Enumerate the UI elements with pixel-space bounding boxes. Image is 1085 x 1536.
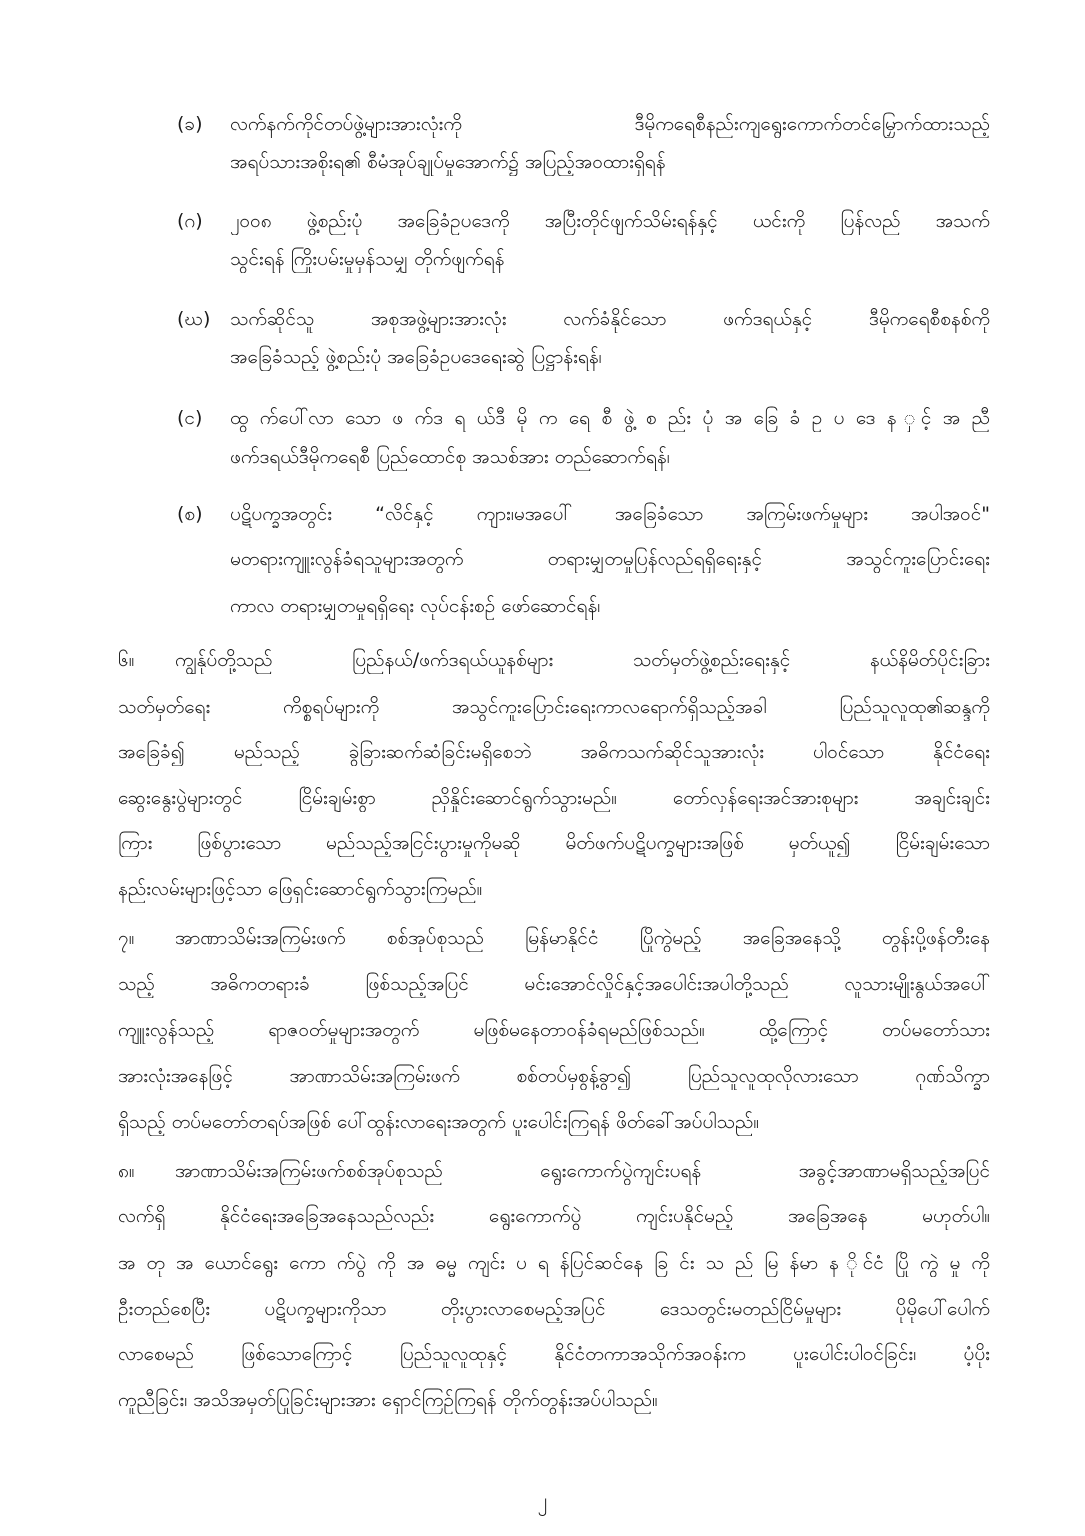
item-line: ၂၀၀၈ ဖွဲ့စည်းပုံ အခြေခံဥပဒေကို အပြီးတိုင်ဖျက်သိမ်းရန်နှင့် ယင်းကို ပြန်လည် အသက် [230, 210, 990, 232]
paragraph-line: အ တု အ ယောင်ရွေး ကော က်ပွဲ ကို အ ဓမ္မ ကျင်း ပ ရ န်ပြင်ဆင်နေ ခြ င်း သ ည် မြ န်မာ န ိုင်ငံ ပြို ကွဲ မှု ကို [118, 1252, 990, 1274]
item-line: မတရားကျူးလွန်ခံရသူများအတွက် တရားမျှတမှုပြန်လည်ရရှိရေးနှင့် အသွင်ကူးပြောင်းရေး [230, 548, 990, 570]
item-number: (ဃ) [177, 308, 211, 330]
item-line: သွင်းရန် ကြိုးပမ်းမှုမှန်သမျှ တိုက်ဖျက်ရန် [230, 248, 505, 270]
paragraph-line: ကျွန်ုပ်တို့သည် ပြည်နယ်/ဖက်ဒရယ်ယူနစ်များ သတ်မှတ်ဖွဲ့စည်းရေးနှင့် နယ်နိမိတ်ပိုင်းခြား [175, 649, 990, 671]
paragraph-number: ၇။ [118, 927, 135, 949]
paragraph-line: အားလုံးအနေဖြင့် အာဏာသိမ်းအကြမ်းဖက် စစ်တပ်မှစွန့်ခွာ၍ ပြည်သူလူထုလိုလားသော ဂုဏ်သိက္ခာ [118, 1065, 990, 1087]
item-line: သက်ဆိုင်သူ အစုအဖွဲ့များအားလုံး လက်ခံနိုင်သော ဖက်ဒရယ်နှင့် ဒီမိုကရေစီစနစ်ကို [230, 308, 990, 330]
paragraph-line: ကူညီခြင်း၊ အသိအမှတ်ပြုခြင်းများအား ရှောင်ကြဉ်ကြရန် တိုက်တွန်းအပ်ပါသည်။ [118, 1389, 658, 1411]
item-number: (ခ) [177, 113, 203, 135]
item-line: ထွ က်ပေါ်လာ သော ဖ က်ဒ ရ ယ်ဒီ မို က ရေ စီ ဖွဲ့ စ ည်း ပုံ အ ခြေ ခံ ဥ ပ ဒေ န ှင့် အ ညီ [230, 407, 990, 429]
paragraph-line: လက်ရှိ နိုင်ငံရေးအခြေအနေသည်လည်း ရွေးကောက်ပွဲ ကျင်းပနိုင်မည့် အခြေအနေ မဟုတ်ပါ။ [118, 1205, 990, 1227]
paragraph-number: ၈။ [118, 1160, 135, 1182]
paragraph-line: လာစေမည် ဖြစ်သောကြောင့် ပြည်သူလူထုနှင့် နိုင်ငံတကာအသိုက်အဝန်းက ပူးပေါင်းပါဝင်ခြင်း၊ ပံ့ပိုး [118, 1343, 990, 1365]
paragraph-line: ကြား ဖြစ်ပွားသော မည်သည့်အငြင်းပွားမှုကိုမဆို မိတ်ဖက်ပဋိပက္ခများအဖြစ် မှတ်ယူ၍ ငြိမ်းချမ်းသော [118, 832, 990, 854]
paragraph-line: အာဏာသိမ်းအကြမ်းဖက်စစ်အုပ်စုသည် ရွေးကောက်ပွဲကျင်းပရန် အခွင့်အာဏာမရှိသည့်အပြင် [175, 1160, 990, 1182]
paragraph-line: အာဏာသိမ်းအကြမ်းဖက် စစ်အုပ်စုသည် မြန်မာနိုင်ငံ ပြိုကွဲမည့် အခြေအနေသို့ တွန်းပို့ဖန်တီးနေ [175, 927, 990, 949]
paragraph-line: ကျူးလွန်သည့် ရာဇဝတ်မှုများအတွက် မဖြစ်မနေတာဝန်ခံရမည်ဖြစ်သည်။ ထို့ကြောင့် တပ်မတော်သား [118, 1019, 990, 1041]
page-number: ၂ [537, 1488, 548, 1512]
paragraph-line: ဆွေးနွေးပွဲများတွင် ငြိမ်းချမ်းစွာ ညှိနှိုင်းဆောင်ရွက်သွားမည်။ တော်လှန်ရေးအင်အားစုများ အချင်းချင်း [118, 787, 990, 809]
paragraph-line: သည့် အဓိကတရားခံ ဖြစ်သည့်အပြင် မင်းအောင်လှိုင်နှင့်အပေါင်းအပါတို့သည် လူသားမျိုးနွယ်အပေါ် [118, 973, 990, 995]
paragraph-line: သတ်မှတ်ရေး ကိစ္စရပ်များကို အသွင်ကူးပြောင်းရေးကာလရောက်ရှိသည့်အခါ ပြည်သူလူထု၏ဆန္ဒကို [118, 696, 990, 718]
paragraph-number: ၆။ [118, 649, 135, 671]
item-line: ဖက်ဒရယ်ဒီမိုကရေစီ ပြည်ထောင်စု အသစ်အား တည်ဆောက်ရန်၊ [230, 446, 670, 468]
item-number: (င) [177, 407, 203, 429]
item-number: (စ) [177, 503, 203, 525]
item-number: (ဂ) [177, 210, 203, 232]
item-line: လက်နက်ကိုင်တပ်ဖွဲ့များအားလုံးကို ဒီမိုကရေစီနည်းကျရွေးကောက်တင်မြှောက်ထားသည့် [230, 113, 990, 135]
paragraph-line: ရှိသည့် တပ်မတော်တရပ်အဖြစ် ပေါ်ထွန်းလာရေးအတွက် ပူးပေါင်းကြရန် ဖိတ်ခေါ်အပ်ပါသည်။ [118, 1111, 760, 1133]
item-line: အခြေခံသည့် ဖွဲ့စည်းပုံ အခြေခံဥပဒေရေးဆွဲ ပြဋ္ဌာန်းရန်၊ [230, 346, 602, 368]
item-line: ပဋိပက္ခအတွင်း “လိင်နှင့် ကျား၊မအပေါ် အခြေခံသော အကြမ်းဖက်မှုများ အပါအဝင်" [230, 503, 990, 525]
paragraph-line: ဦးတည်စေပြီး ပဋိပက္ခများကိုသာ တိုးပွားလာစေမည့်အပြင် ဒေသတွင်းမတည်ငြိမ်မှုများ ပိုမိုပေါ်ပေါက် [118, 1298, 990, 1320]
paragraph-line: အခြေခံ၍ မည်သည့် ခွဲခြားဆက်ဆံခြင်းမရှိစေဘဲ အဓိကသက်ဆိုင်သူအားလုံး ပါဝင်သော နိုင်ငံရေး [118, 741, 990, 763]
item-line: ကာလ တရားမျှတမှုရရှိရေး လုပ်ငန်းစဉ် ဖော်ဆောင်ရန်၊ [230, 595, 601, 617]
item-line: အရပ်သားအစိုးရ၏ စီမံအုပ်ချုပ်မှုအောက်၌ အပြည့်အဝထားရှိရန် [230, 151, 666, 173]
paragraph-line: နည်းလမ်းများဖြင့်သာ ဖြေရှင်းဆောင်ရွက်သွားကြမည်။ [118, 878, 483, 900]
